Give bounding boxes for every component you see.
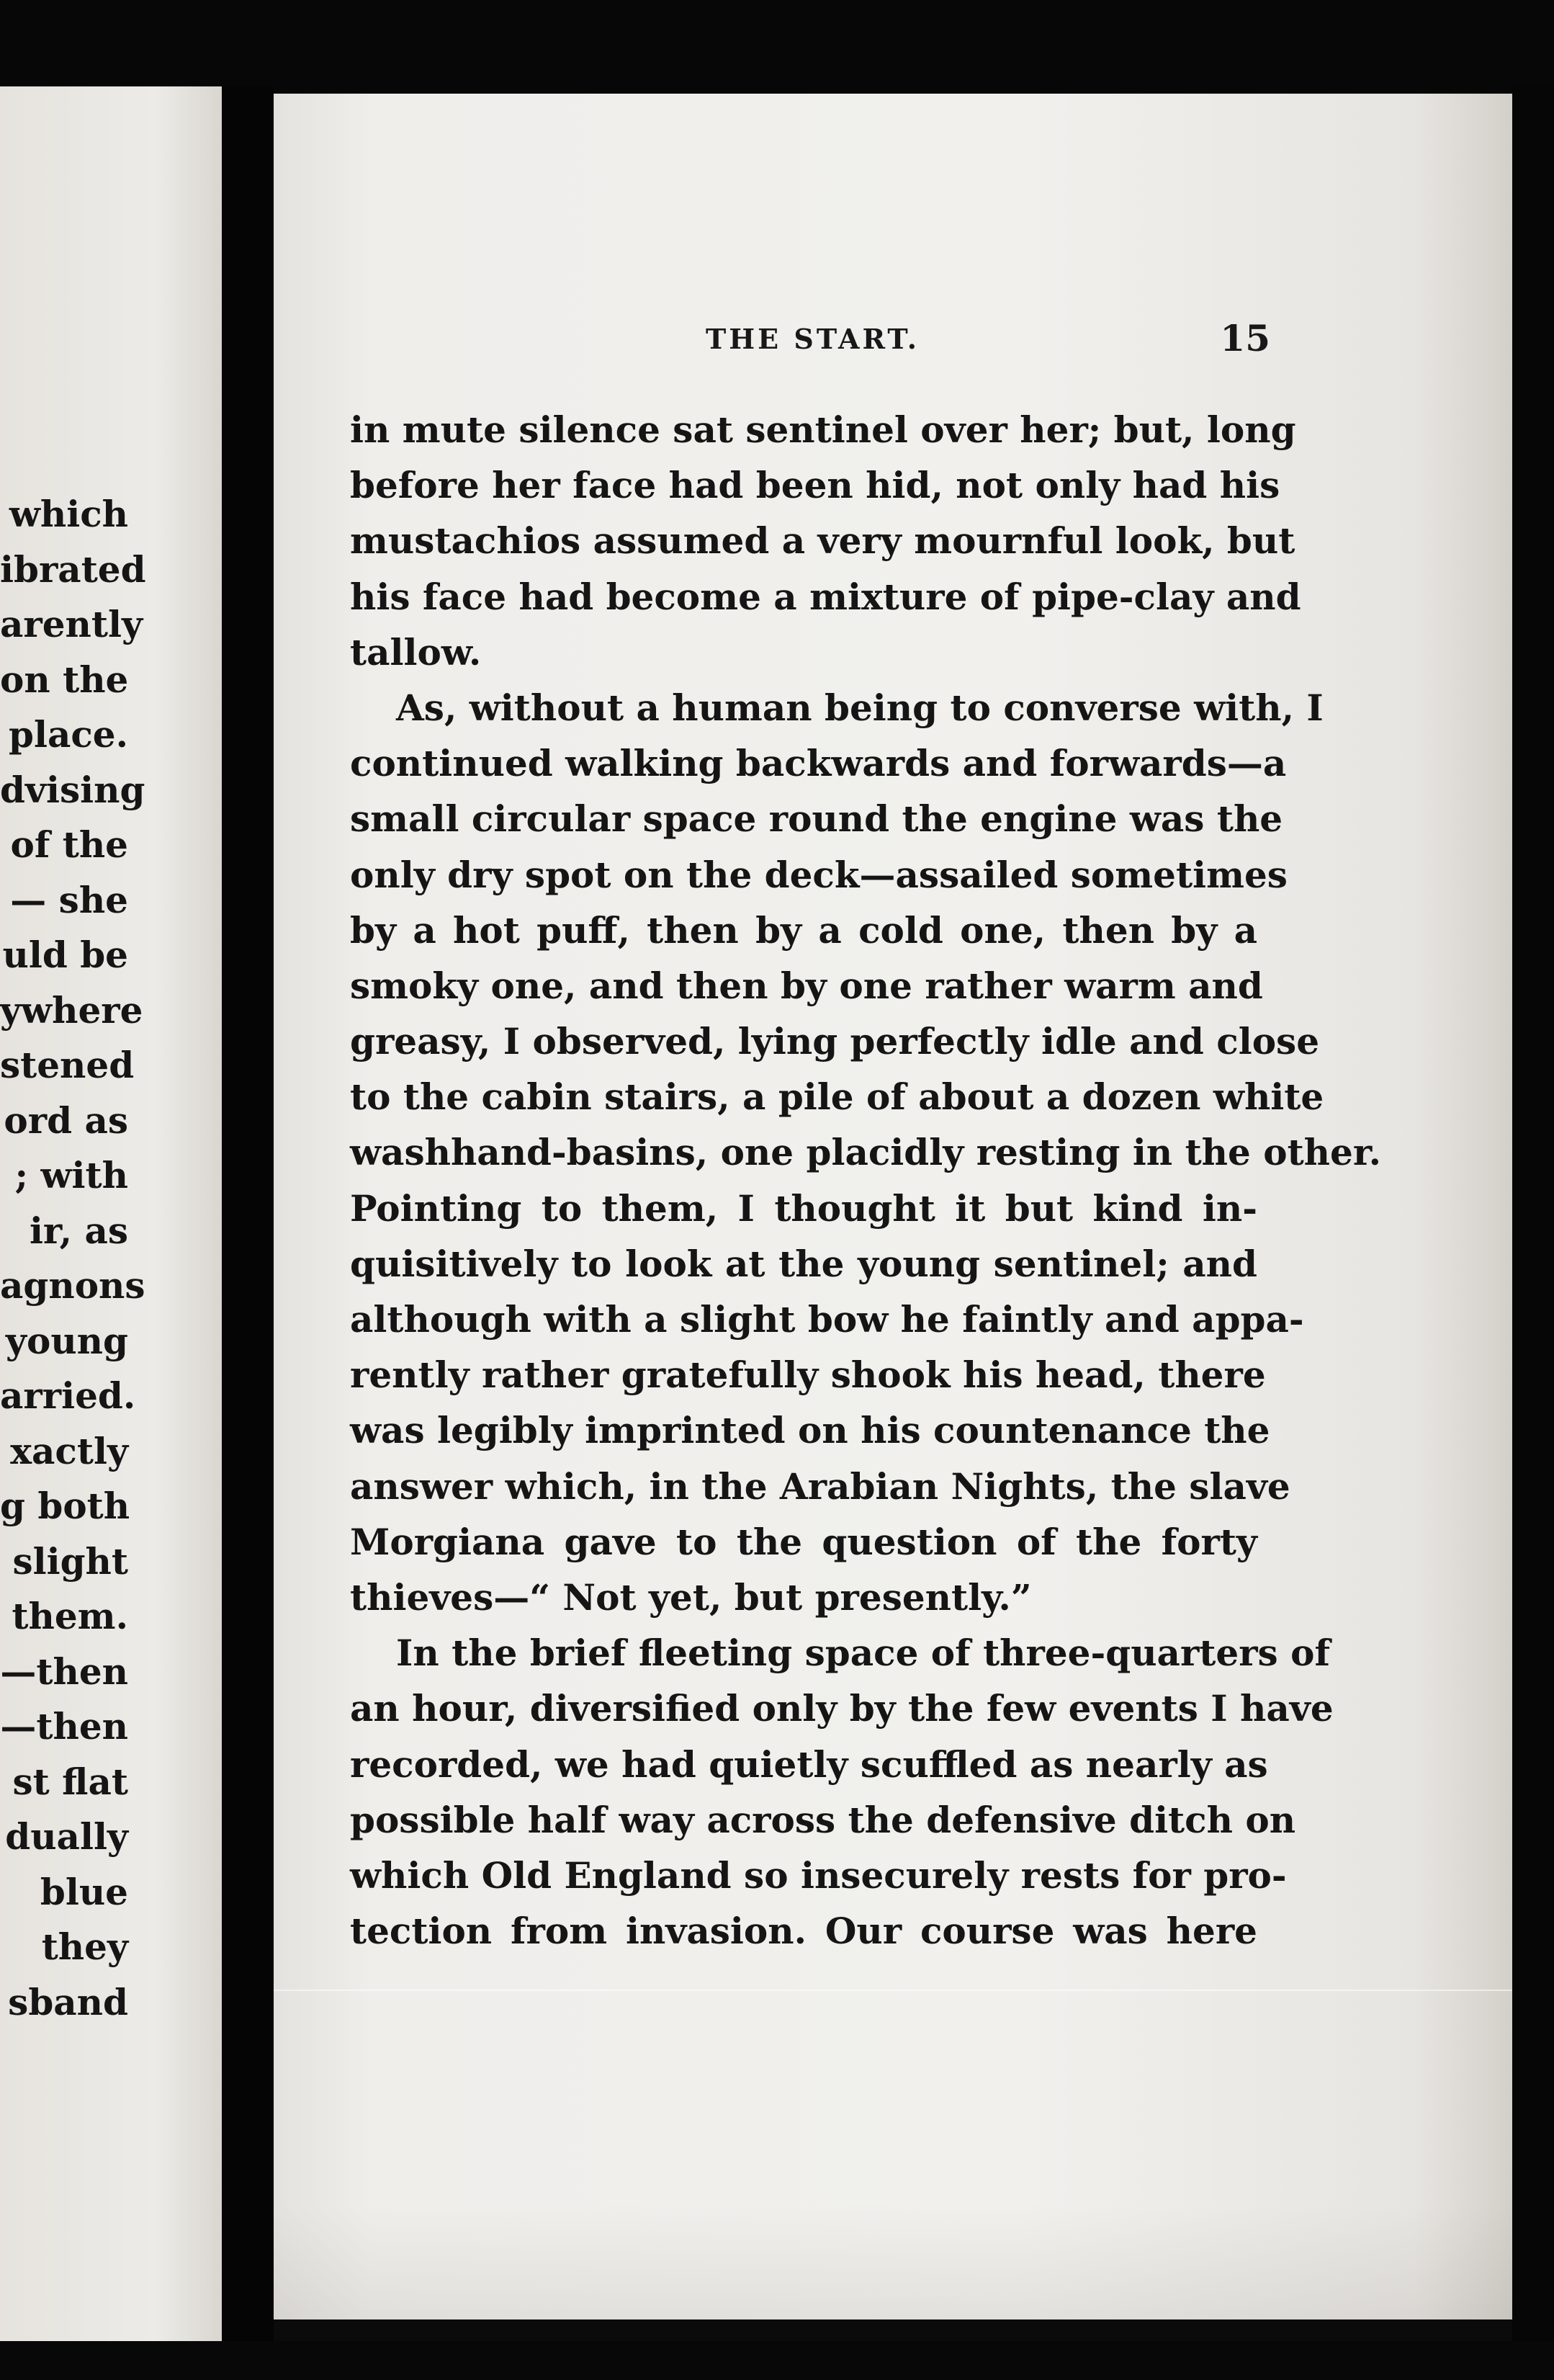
scan-background: [0, 0, 1554, 94]
text-line: smoky one, and then by one rather warm and: [350, 964, 1263, 1007]
text-line: possible half way across the defensive ditch on: [350, 1798, 1296, 1841]
text-line: before her face had been hid, not only had his: [350, 464, 1280, 507]
left-text-line: ; with: [14, 1154, 128, 1196]
left-text-line: ywhere: [0, 988, 143, 1032]
text-line: although with a slight bow he faintly and appa-: [350, 1298, 1304, 1341]
left-page-text: [0, 487, 146, 2030]
page-number: 15: [1220, 317, 1270, 359]
left-page-fragment: [0, 86, 222, 2356]
left-text-line: arently: [0, 603, 143, 645]
text-line: Pointing to them, I thought it but kind in-: [350, 1186, 1257, 1230]
left-text-line: arried.: [0, 1374, 136, 1417]
left-text-line: stened: [0, 1044, 135, 1086]
left-text-line: xactly: [10, 1429, 128, 1472]
left-text-line: ibrated: [0, 547, 146, 591]
left-text-line: which: [9, 493, 128, 535]
scan-artifact-line: [274, 1990, 1512, 1991]
text-line: was legibly imprinted on his countenance the: [350, 1409, 1270, 1452]
left-text-line: st flat: [12, 1760, 128, 1803]
left-text-line: on the: [0, 658, 129, 701]
left-text-line: agnons: [0, 1264, 145, 1307]
left-text-line: ord as: [4, 1099, 128, 1142]
left-text-line: dually: [5, 1815, 128, 1858]
text-line: tallow.: [350, 630, 482, 674]
left-text-line: — she: [10, 878, 128, 921]
text-line: small circular space round the engine was the: [350, 797, 1283, 841]
text-line: In the brief fleeting space of three-quarters of: [396, 1632, 1330, 1675]
left-text-line: they: [41, 1925, 128, 1968]
scan-bottom-edge: [0, 2341, 1554, 2380]
text-line: tection from invasion. Our course was here: [350, 1910, 1257, 1953]
left-text-line: young: [5, 1319, 128, 1362]
left-text-line: slight: [12, 1539, 128, 1583]
body-text: [350, 402, 1382, 1959]
text-line: his face had become a mixture of pipe-clay and: [350, 575, 1301, 618]
left-text-line: ir, as: [29, 1209, 128, 1252]
text-line: an hour, diversified only by the few events I have: [350, 1687, 1334, 1730]
left-text-line: —then: [0, 1650, 128, 1693]
text-line: rently rather gratefully shook his head, there: [350, 1354, 1266, 1397]
left-text-line: them.: [12, 1595, 128, 1637]
text-line: Morgiana gave to the question of the forty: [350, 1520, 1257, 1563]
text-line: only dry spot on the deck—assailed sometimes: [350, 853, 1288, 896]
text-line: thieves—“ Not yet, but presently.”: [350, 1575, 1032, 1619]
left-text-line: uld be: [2, 934, 128, 976]
text-line: washhand-basins, one placidly resting in the other.: [350, 1131, 1382, 1174]
text-line: by a hot puff, then by a cold one, then by a: [350, 908, 1257, 952]
left-text-line: g both: [0, 1485, 130, 1527]
text-line: mustachios assumed a very mournful look, but: [350, 519, 1295, 563]
text-line: which Old England so insecurely rests for pro-: [350, 1853, 1287, 1897]
left-text-line: of the: [10, 823, 128, 866]
left-text-line: sband: [8, 1980, 128, 2023]
left-text-line: blue: [40, 1870, 128, 1913]
running-head: THE START.: [706, 323, 920, 355]
text-line: continued walking backwards and forwards—a: [350, 742, 1287, 785]
text-line: answer which, in the Arabian Nights, the slave: [350, 1464, 1290, 1508]
text-line: quisitively to look at the young sentinel; and: [350, 1242, 1257, 1285]
text-line: greasy, I observed, lying perfectly idle and close: [350, 1020, 1320, 1063]
text-line: in mute silence sat sentinel over her; but, long: [350, 408, 1296, 451]
text-line: recorded, we had quietly scuffled as nearly as: [350, 1742, 1268, 1786]
left-text-line: dvising: [0, 768, 145, 811]
left-text-line: place.: [8, 713, 128, 756]
text-line: As, without a human being to converse with, I: [396, 686, 1324, 729]
left-text-line: —then: [0, 1705, 128, 1748]
book-gutter: [222, 86, 274, 2380]
scan-right-edge: [1512, 86, 1554, 2380]
text-line: to the cabin stairs, a pile of about a dozen white: [350, 1075, 1324, 1119]
